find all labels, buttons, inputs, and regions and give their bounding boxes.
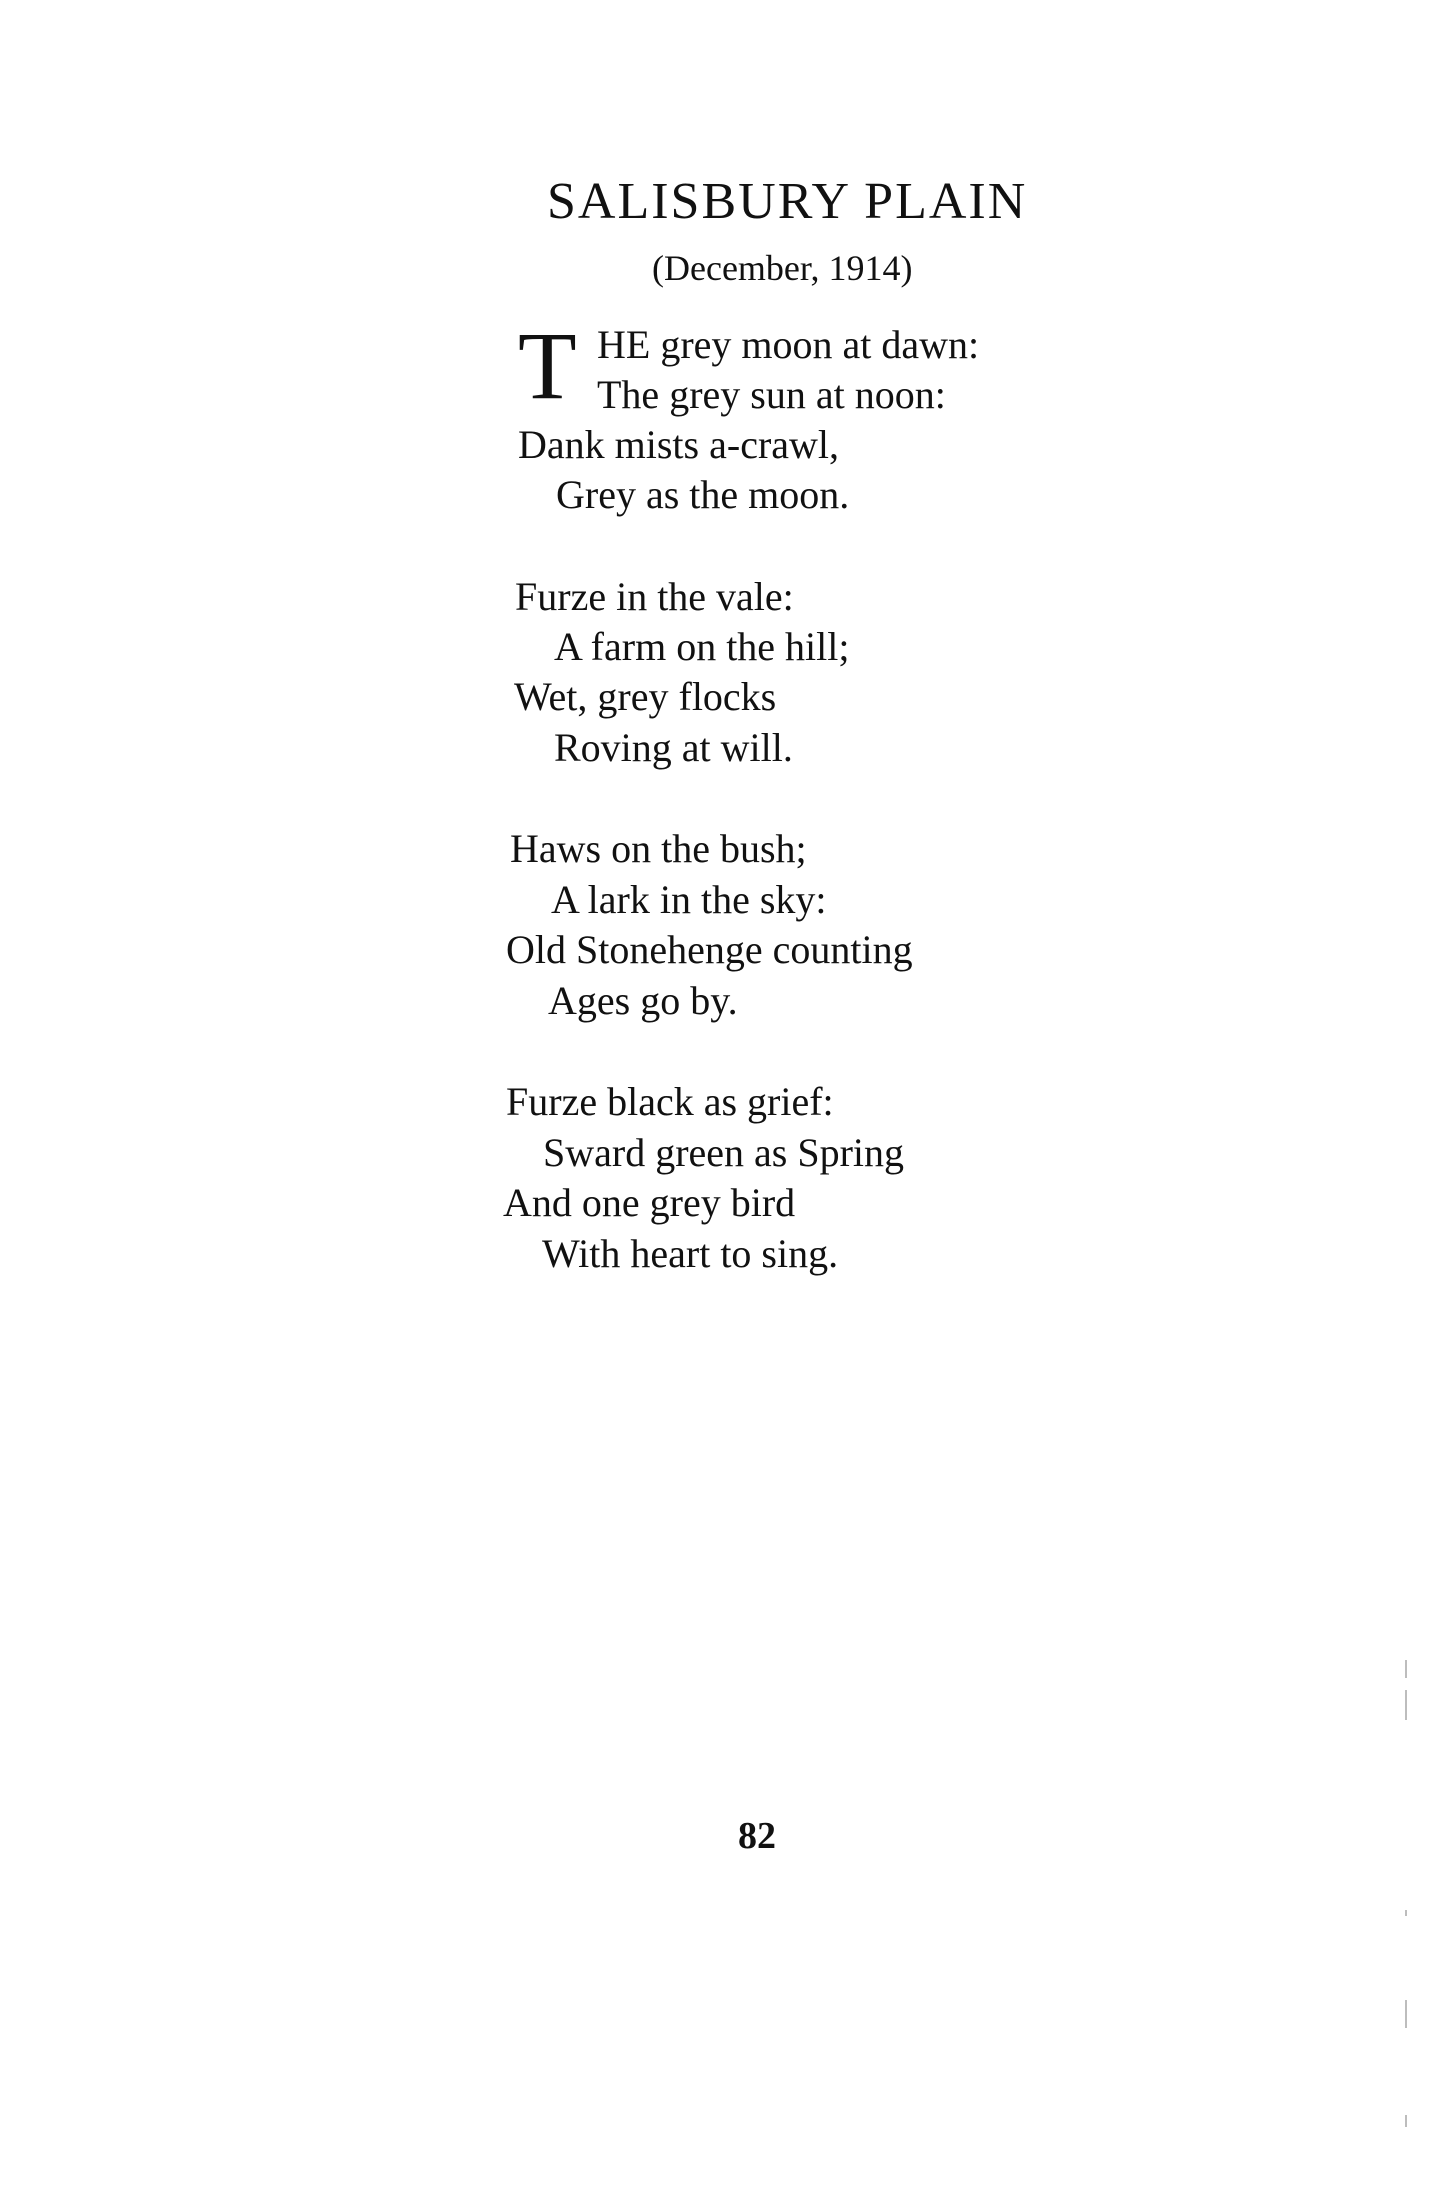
poem-date: (December, 1914) bbox=[652, 248, 913, 288]
stanza-1-line-4: Grey as the moon. bbox=[556, 472, 850, 517]
scan-mark bbox=[1405, 2000, 1407, 2028]
stanza-3-line-2: A lark in the sky: bbox=[551, 877, 827, 922]
stanza-1-line-1: HE grey moon at dawn: bbox=[597, 322, 980, 367]
stanza-3-line-3: Old Stonehenge counting bbox=[506, 927, 913, 972]
stanza-3-line-1: Haws on the bush; bbox=[510, 826, 807, 871]
drop-cap: T bbox=[518, 312, 577, 419]
stanza-4-line-1: Furze black as grief: bbox=[506, 1079, 834, 1124]
stanza-4-line-2: Sward green as Spring bbox=[543, 1130, 905, 1175]
stanza-2-line-1: Furze in the vale: bbox=[515, 574, 794, 619]
stanza-4-line-3: And one grey bird bbox=[503, 1180, 796, 1225]
stanza-2-line-4: Roving at will. bbox=[554, 725, 793, 770]
scan-mark bbox=[1405, 1690, 1407, 1720]
stanza-3-line-4: Ages go by. bbox=[548, 978, 738, 1023]
stanza-1-line-2: The grey sun at noon: bbox=[597, 372, 946, 417]
poem-title: SALISBURY PLAIN bbox=[547, 173, 1028, 230]
stanza-1-line-3: Dank mists a-crawl, bbox=[518, 422, 840, 467]
scan-mark bbox=[1405, 1660, 1407, 1678]
page-number: 82 bbox=[738, 1815, 776, 1857]
stanza-2-line-2: A farm on the hill; bbox=[554, 624, 850, 669]
scan-mark bbox=[1405, 2115, 1407, 2127]
stanza-2-line-3: Wet, grey flocks bbox=[514, 674, 777, 719]
scan-mark bbox=[1405, 1910, 1407, 1916]
stanza-4-line-4: With heart to sing. bbox=[542, 1231, 839, 1276]
